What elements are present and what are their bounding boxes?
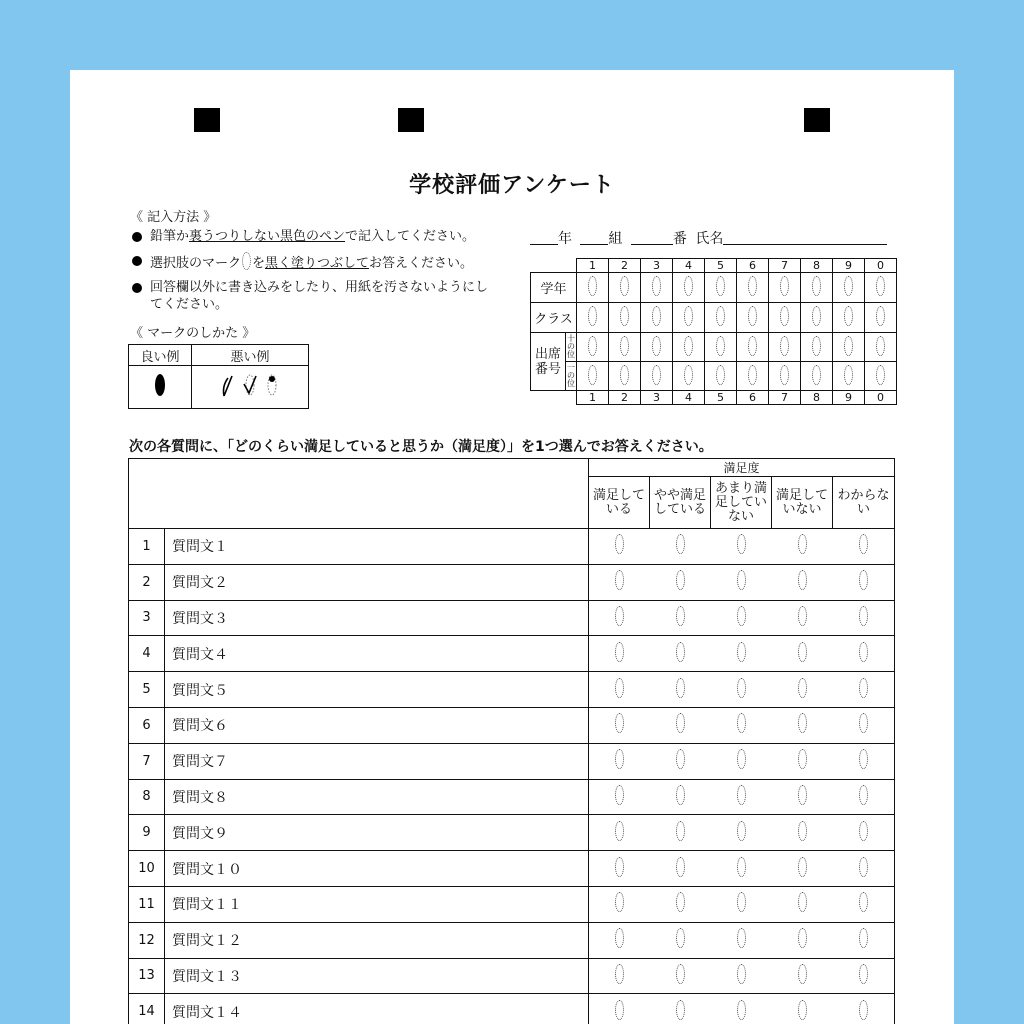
table-row [129,529,895,565]
seat-tens-bubble[interactable] [780,336,789,356]
question-number: 9 [129,815,165,851]
question-number: 13 [129,958,165,994]
number-field[interactable] [631,230,673,245]
class-row [531,303,897,333]
answer-bubble[interactable] [798,928,807,948]
answer-bubble[interactable] [676,821,685,841]
answer-bubble[interactable] [798,749,807,769]
option-header: やや満足している [650,477,711,529]
grade-bubble[interactable] [588,276,597,296]
answer-bubble[interactable] [737,606,746,626]
answer-bubble[interactable] [859,892,868,912]
class-field[interactable] [580,230,608,245]
answer-bubble[interactable] [676,928,685,948]
option-header: あまり満足していない [711,477,772,529]
name-field[interactable] [723,230,887,245]
answer-bubble[interactable] [859,857,868,877]
seat-tens-bubble[interactable] [812,336,821,356]
answer-bubble[interactable] [615,606,624,626]
answer-bubble[interactable] [737,570,746,590]
ones-place-label: 一の位 [566,362,577,391]
class-bubble[interactable] [780,306,789,326]
question-text: 質問文９ [165,815,589,851]
answer-bubble[interactable] [798,606,807,626]
question-number: 8 [129,779,165,815]
answer-bubble[interactable] [615,928,624,948]
seat-tens-bubble[interactable] [876,336,885,356]
seat-tens-bubble[interactable] [844,336,853,356]
answer-bubble[interactable] [859,606,868,626]
grade-bubble[interactable] [876,276,885,296]
question-text: 質問文４ [165,636,589,672]
instruction-item-3: 回答欄以外に書き込みをしたり、用紙を汚さないようにしてください。 [130,279,500,313]
question-number: 11 [129,886,165,922]
sample-bubble-icon [242,252,251,270]
question-number: 6 [129,707,165,743]
table-row [129,600,895,636]
answer-bubble[interactable] [676,749,685,769]
timing-mark-right [804,108,830,132]
answer-bubble[interactable] [676,534,685,554]
answer-bubble[interactable] [737,857,746,877]
answer-bubble[interactable] [615,857,624,877]
table-row [129,707,895,743]
answer-bubble[interactable] [737,749,746,769]
mark-guide-heading: 《 マークのしかた 》 [130,326,256,341]
instructions-heading: 《 記入方法 》 [130,210,217,225]
answer-bubble[interactable] [798,857,807,877]
seat-ones-bubble[interactable] [748,365,757,385]
table-row [129,922,895,958]
answer-bubble[interactable] [737,928,746,948]
answer-bubble[interactable] [859,678,868,698]
question-number: 7 [129,743,165,779]
class-bubble[interactable] [716,306,725,326]
grade-bubble[interactable] [620,276,629,296]
answer-bubble[interactable] [615,1000,624,1020]
answer-bubble[interactable] [798,892,807,912]
question-number: 4 [129,636,165,672]
table-row [129,636,895,672]
question-number: 12 [129,922,165,958]
question-text: 質問文１２ [165,922,589,958]
table-row [129,779,895,815]
answer-bubble[interactable] [859,749,868,769]
seat-tens-row [531,333,897,362]
table-row [129,564,895,600]
seat-ones-bubble[interactable] [716,365,725,385]
answer-bubble[interactable] [737,534,746,554]
good-example-cell [129,366,192,409]
answer-bubble[interactable] [615,785,624,805]
question-text: 質問文７ [165,743,589,779]
question-instruction: 次の各質問に、「どのくらい満足していると思うか（満足度）」を1つ選んでお答えください。 [129,439,713,455]
answer-bubble[interactable] [737,785,746,805]
answer-bubble[interactable] [737,892,746,912]
seat-ones-bubble[interactable] [588,365,597,385]
table-row [129,672,895,708]
answer-bubble[interactable] [798,785,807,805]
answer-bubble[interactable] [798,678,807,698]
seat-ones-bubble[interactable] [652,365,661,385]
question-text: 質問文１０ [165,851,589,887]
mark-guide-table [128,344,309,409]
question-text: 質問文１４ [165,994,589,1024]
answer-bubble[interactable] [798,713,807,733]
year-field[interactable] [530,230,558,245]
answer-bubble[interactable] [737,821,746,841]
seat-tens-bubble[interactable] [684,336,693,356]
answer-bubble[interactable] [676,570,685,590]
class-bubble[interactable] [876,306,885,326]
answer-bubble[interactable] [859,785,868,805]
answer-bubble[interactable] [615,534,624,554]
question-text: 質問文６ [165,707,589,743]
answer-bubble[interactable] [798,642,807,662]
answer-bubble[interactable] [676,857,685,877]
bad-marks-icon [210,370,290,400]
answer-bubble[interactable] [676,892,685,912]
student-name-line: 年 組 番 氏名 [530,228,887,248]
question-number: 1 [129,529,165,565]
grade-bubble[interactable] [716,276,725,296]
digit-header-row: 1 2 3 4 5 6 7 8 9 0 [531,259,897,273]
seat-ones-bubble[interactable] [812,365,821,385]
answer-bubble[interactable] [798,821,807,841]
grade-label: 学年 [531,273,577,303]
seat-ones-bubble[interactable] [684,365,693,385]
answer-bubble[interactable] [798,1000,807,1020]
table-row [129,958,895,994]
instruction-item-1: 鉛筆か裏うつりしない黒色のペンで記入してください。 [130,228,500,245]
answer-bubble[interactable] [676,606,685,626]
answer-bubble[interactable] [859,964,868,984]
option-header: 満足している [589,477,650,529]
grade-bubble[interactable] [748,276,757,296]
question-number: 3 [129,600,165,636]
answer-bubble[interactable] [615,570,624,590]
seat-ones-row [531,362,897,391]
answer-bubble[interactable] [615,749,624,769]
answer-bubble[interactable] [798,570,807,590]
filled-mark-icon [153,372,167,398]
answer-bubble[interactable] [676,713,685,733]
satisfaction-header: 満足度 [589,459,895,477]
question-number: 10 [129,851,165,887]
instructions-list [130,228,500,320]
class-bubble[interactable] [812,306,821,326]
answer-bubble[interactable] [676,785,685,805]
class-bubble[interactable] [844,306,853,326]
answer-bubble[interactable] [798,534,807,554]
answer-bubble[interactable] [859,570,868,590]
page-title: 学校評価アンケート [409,173,615,198]
seat-tens-bubble[interactable] [620,336,629,356]
question-text: 質問文８ [165,779,589,815]
class-bubble[interactable] [684,306,693,326]
grade-bubble[interactable] [812,276,821,296]
grade-row [531,273,897,303]
answer-bubble[interactable] [859,928,868,948]
good-example-label: 良い例 [129,345,192,366]
bad-example-label: 悪い例 [192,345,309,366]
grade-bubble[interactable] [684,276,693,296]
table-row [129,994,895,1024]
seat-ones-bubble[interactable] [620,365,629,385]
answer-bubble[interactable] [859,534,868,554]
seat-tens-bubble[interactable] [652,336,661,356]
answer-bubble[interactable] [615,964,624,984]
class-bubble[interactable] [620,306,629,326]
grade-bubble[interactable] [652,276,661,296]
seat-tens-bubble[interactable] [748,336,757,356]
bad-example-cell [192,366,309,409]
answer-bubble[interactable] [737,642,746,662]
question-text: 質問文５ [165,672,589,708]
seat-ones-bubble[interactable] [844,365,853,385]
table-row [129,886,895,922]
timing-mark-left [194,108,220,132]
class-bubble[interactable] [652,306,661,326]
student-id-grid [530,258,897,405]
answer-bubble[interactable] [615,821,624,841]
questions-table [128,458,895,1024]
question-rows [129,529,895,1024]
question-number: 2 [129,564,165,600]
answer-bubble[interactable] [615,642,624,662]
answer-sheet [70,70,954,1024]
digit-footer-row: 1 2 3 4 5 6 7 8 9 0 [531,391,897,405]
table-row [129,815,895,851]
question-text: 質問文３ [165,600,589,636]
seat-tens-bubble[interactable] [588,336,597,356]
answer-bubble[interactable] [859,821,868,841]
answer-bubble[interactable] [676,1000,685,1020]
question-text: 質問文１ [165,529,589,565]
answer-bubble[interactable] [615,713,624,733]
question-text: 質問文１３ [165,958,589,994]
option-header: 満足していない [772,477,833,529]
question-number: 14 [129,994,165,1024]
question-number: 5 [129,672,165,708]
answer-bubble[interactable] [737,964,746,984]
answer-bubble[interactable] [676,642,685,662]
grade-bubble[interactable] [844,276,853,296]
option-header: わからない [833,477,895,529]
answer-bubble[interactable] [859,713,868,733]
table-row [129,743,895,779]
answer-bubble[interactable] [859,1000,868,1020]
answer-bubble[interactable] [737,713,746,733]
answer-bubble[interactable] [859,642,868,662]
grade-bubble[interactable] [780,276,789,296]
question-text: 質問文１１ [165,886,589,922]
class-bubble[interactable] [588,306,597,326]
class-label: クラス [531,303,577,333]
seat-number-label: 出席 番号 [531,333,566,391]
tens-place-label: 十の位 [566,333,577,362]
answer-bubble[interactable] [676,964,685,984]
table-row [129,851,895,887]
answer-bubble[interactable] [615,892,624,912]
seat-ones-bubble[interactable] [876,365,885,385]
answer-bubble[interactable] [737,678,746,698]
answer-bubble[interactable] [737,1000,746,1020]
answer-bubble[interactable] [798,964,807,984]
answer-bubble[interactable] [676,678,685,698]
seat-ones-bubble[interactable] [780,365,789,385]
timing-mark-center [398,108,424,132]
question-text: 質問文２ [165,564,589,600]
answer-bubble[interactable] [615,678,624,698]
seat-tens-bubble[interactable] [716,336,725,356]
instruction-item-2: 選択肢のマーク を黒く塗りつぶしてお答えください。 [130,252,500,272]
class-bubble[interactable] [748,306,757,326]
